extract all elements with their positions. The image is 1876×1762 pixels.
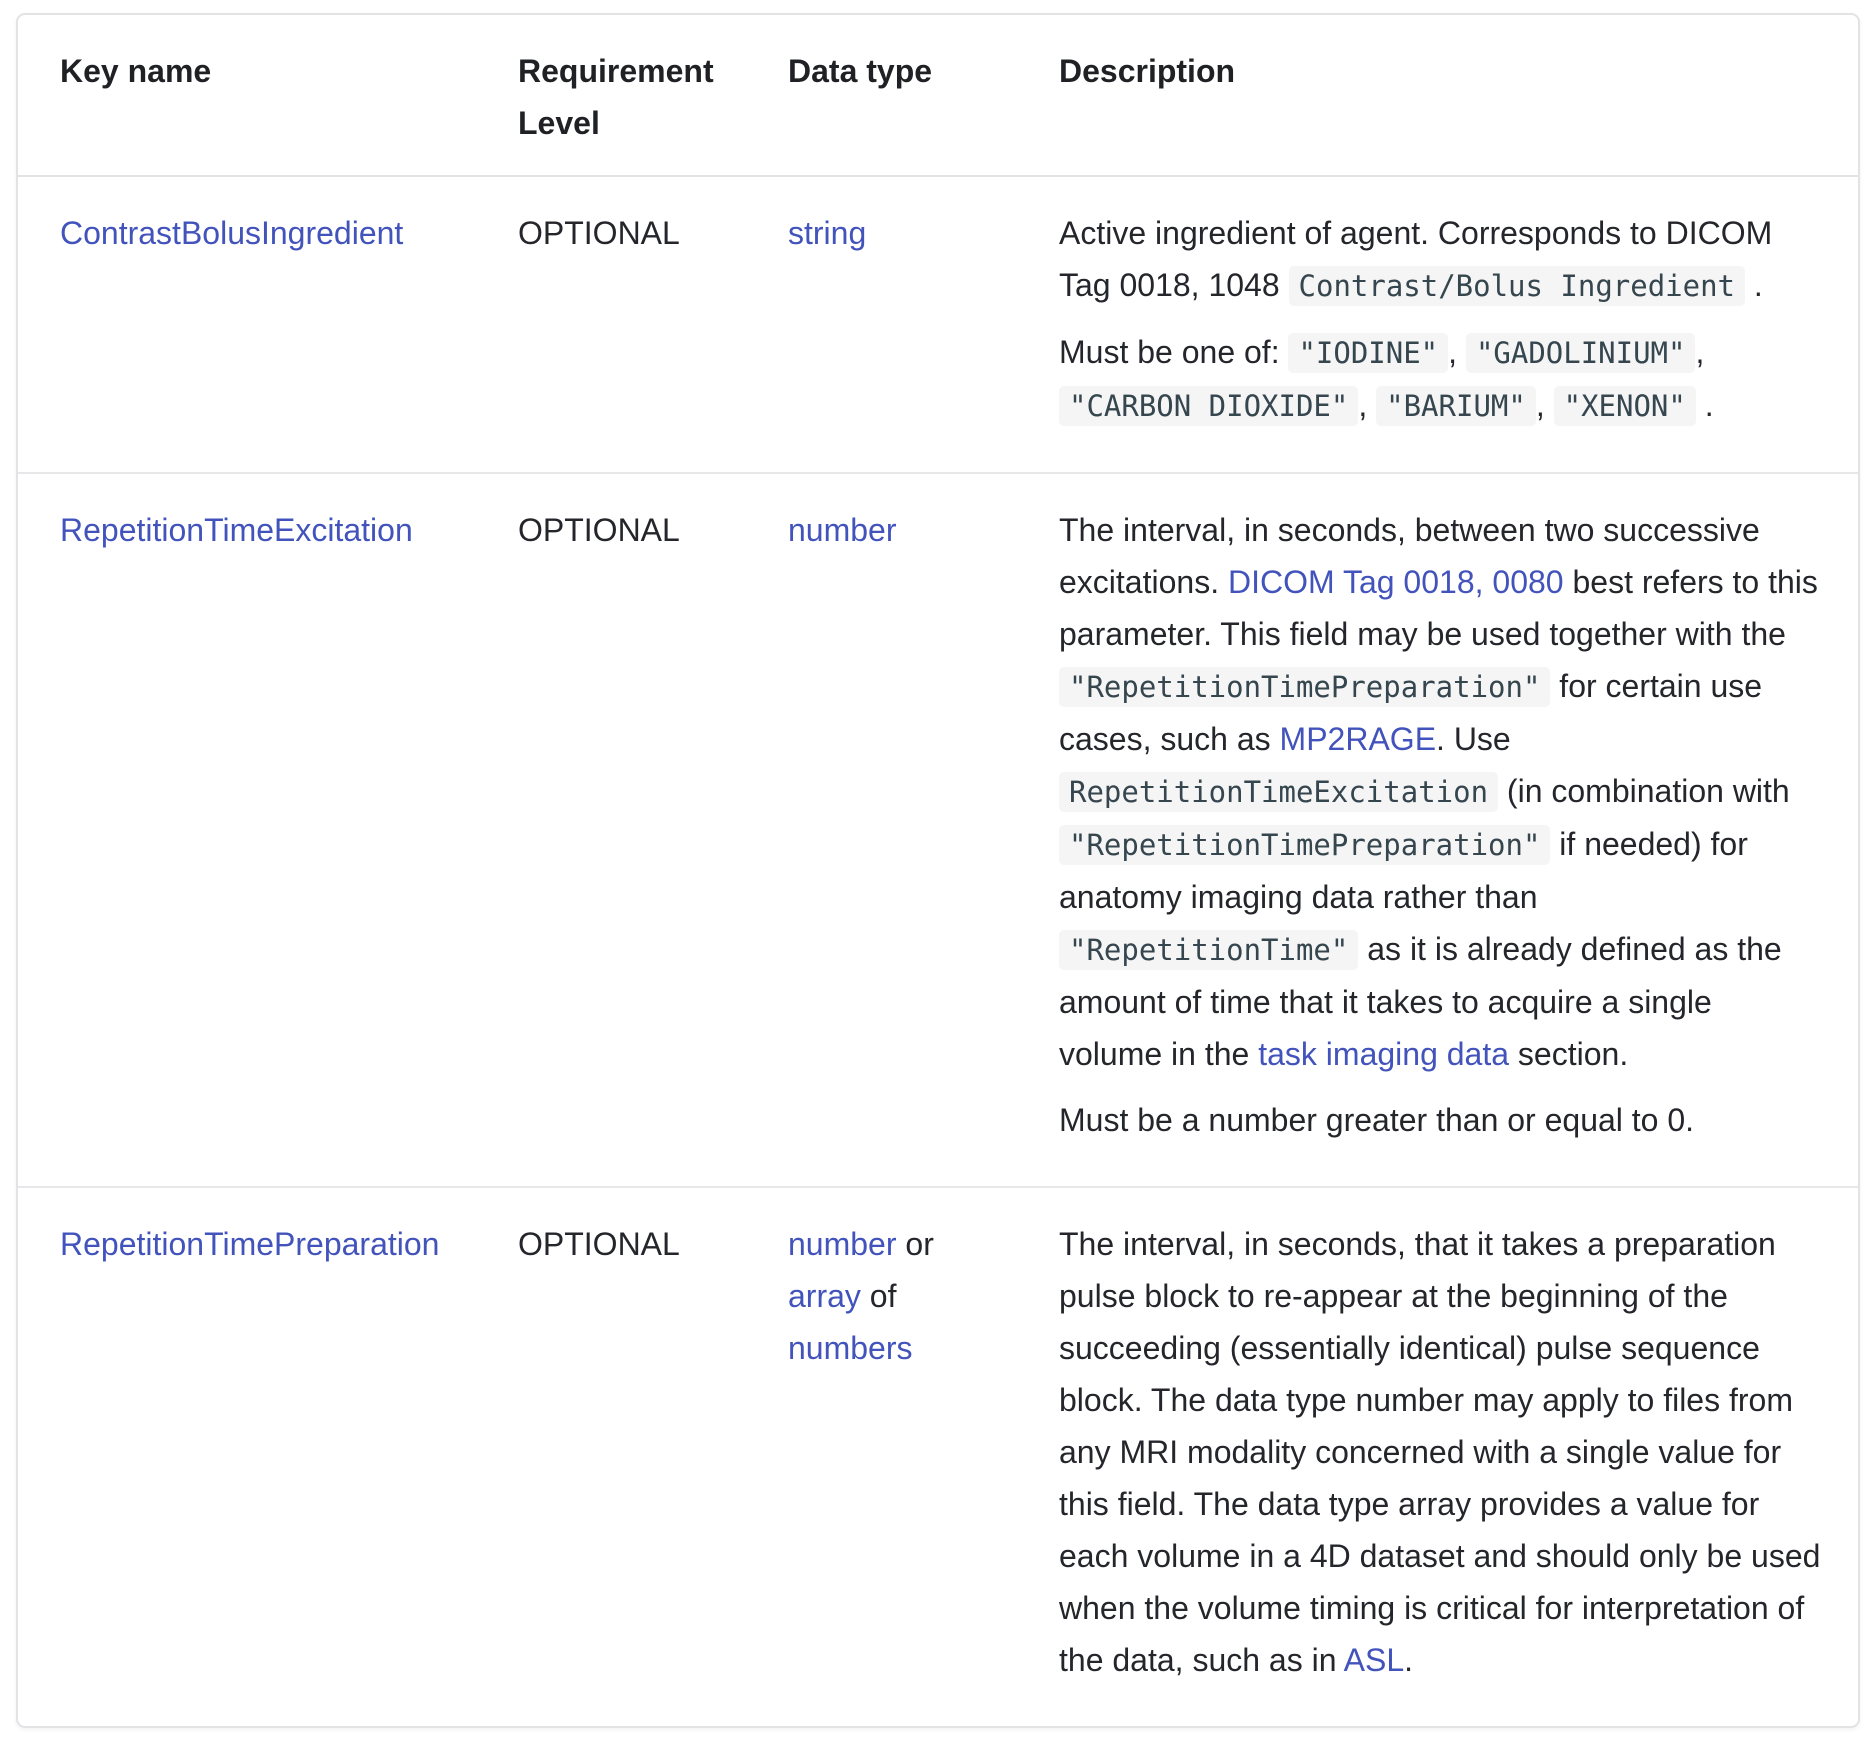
description-cell	[1017, 177, 1858, 474]
paragraph	[1059, 504, 1822, 1080]
key-name-link[interactable]: ContrastBolusIngredient	[60, 215, 404, 251]
text-run: or	[896, 1226, 934, 1262]
text-run: The interval, in seconds, that it takes a preparation pulse block to re-appear at the beginning of the succeeding (essentially identical) pulse sequence block. The data type number may apply to files from any MRI modality concerned with a single value for this field. The data type array provides a value for each volume in a 4D dataset and should only be used when the volume timing is critical for interpretation of the data, such as in	[1059, 1226, 1821, 1678]
text-run: of	[860, 1278, 897, 1314]
table-row	[18, 1188, 1858, 1726]
text-run: (in combination with	[1498, 773, 1790, 809]
requirement-level-value: OPTIONAL	[518, 215, 680, 251]
inline-code: RepetitionTimeExcitation	[1059, 772, 1498, 812]
text-run: .	[1745, 267, 1763, 303]
data-type-cell	[746, 1188, 1017, 1726]
inline-link[interactable]: DICOM Tag 0018, 0080	[1227, 564, 1564, 600]
inline-code: "IODINE"	[1288, 333, 1448, 373]
text-run: Must be one of:	[1059, 334, 1289, 370]
key-name-link[interactable]: RepetitionTimeExcitation	[60, 512, 413, 548]
inline-code: "GADOLINIUM"	[1466, 333, 1696, 373]
text-run: ,	[1358, 387, 1377, 423]
paragraph	[1059, 1218, 1822, 1686]
col-header-requirement-level: Requirement Level	[476, 15, 746, 177]
paragraph	[60, 504, 440, 556]
inline-link[interactable]: number	[788, 512, 897, 548]
inline-code: "XENON"	[1554, 386, 1696, 426]
data-type-cell	[746, 474, 1017, 1188]
requirement-level-value: OPTIONAL	[518, 1226, 680, 1262]
inline-code: "CARBON DIOXIDE"	[1059, 386, 1358, 426]
requirement-level-value: OPTIONAL	[518, 512, 680, 548]
col-header-key-name: Key name	[18, 15, 476, 177]
key-name-cell	[18, 1188, 476, 1726]
paragraph	[788, 1218, 981, 1374]
key-name-cell	[18, 474, 476, 1188]
col-header-description: Description	[1017, 15, 1858, 177]
text-run: . Use	[1436, 721, 1511, 757]
inline-link[interactable]: number	[788, 1226, 897, 1262]
text-run: Active ingredient of agent. Corresponds to DICOM Tag 0018, 1048	[1059, 215, 1773, 303]
table-row	[18, 177, 1858, 474]
inline-code: Contrast/Bolus Ingredient	[1289, 266, 1746, 306]
inline-link[interactable]: MP2RAGE	[1279, 721, 1437, 757]
data-type-cell	[746, 177, 1017, 474]
inline-code: "RepetitionTimePreparation"	[1059, 825, 1550, 865]
paragraph	[788, 207, 981, 259]
text-run: section.	[1509, 1036, 1629, 1072]
text-run: ,	[1535, 387, 1554, 423]
table-row	[18, 474, 1858, 1188]
key-name-cell	[18, 177, 476, 474]
inline-code: "RepetitionTime"	[1059, 930, 1358, 970]
paragraph	[1059, 207, 1822, 312]
paragraph	[1059, 1094, 1822, 1146]
description-cell	[1017, 474, 1858, 1188]
paragraph	[60, 207, 440, 259]
text-run: as it is already defined as the amount of time that it takes to acquire a single volume in the	[1059, 931, 1782, 1072]
text-run: Must be a number greater than or equal to 0.	[1059, 1102, 1695, 1138]
inline-link[interactable]: numbers	[788, 1330, 913, 1366]
paragraph	[1059, 326, 1822, 432]
text-run: for certain use cases, such as	[1059, 668, 1763, 757]
text-run: best refers to this parameter. This field may be used together with the	[1059, 564, 1818, 652]
inline-link[interactable]: task imaging data	[1258, 1036, 1510, 1072]
paragraph	[518, 504, 710, 556]
spec-table-container	[16, 13, 1860, 1728]
inline-code: "RepetitionTimePreparation"	[1059, 667, 1550, 707]
requirement-level-cell	[476, 177, 746, 474]
description-cell	[1017, 1188, 1858, 1726]
text-run: ,	[1448, 334, 1466, 370]
text-run: if needed) for anatomy imaging data rather than	[1059, 826, 1748, 915]
key-name-link[interactable]: RepetitionTimePreparation	[60, 1226, 440, 1262]
paragraph	[518, 207, 710, 259]
inline-link[interactable]: string	[788, 215, 867, 251]
paragraph	[788, 504, 981, 556]
text-run: .	[1695, 387, 1714, 423]
inline-link[interactable]: ASL	[1343, 1642, 1405, 1678]
text-run: .	[1404, 1642, 1414, 1678]
inline-link[interactable]: array	[788, 1278, 861, 1314]
requirement-level-cell	[476, 474, 746, 1188]
text-run: The interval, in seconds, between two successive excitations.	[1059, 512, 1760, 600]
col-header-data-type: Data type	[746, 15, 1017, 177]
inline-code: "BARIUM"	[1376, 386, 1536, 426]
header-row	[18, 15, 1858, 177]
paragraph	[60, 1218, 440, 1270]
paragraph	[518, 1218, 710, 1270]
spec-table	[16, 13, 1860, 1728]
text-run: ,	[1695, 334, 1705, 370]
requirement-level-cell	[476, 1188, 746, 1726]
